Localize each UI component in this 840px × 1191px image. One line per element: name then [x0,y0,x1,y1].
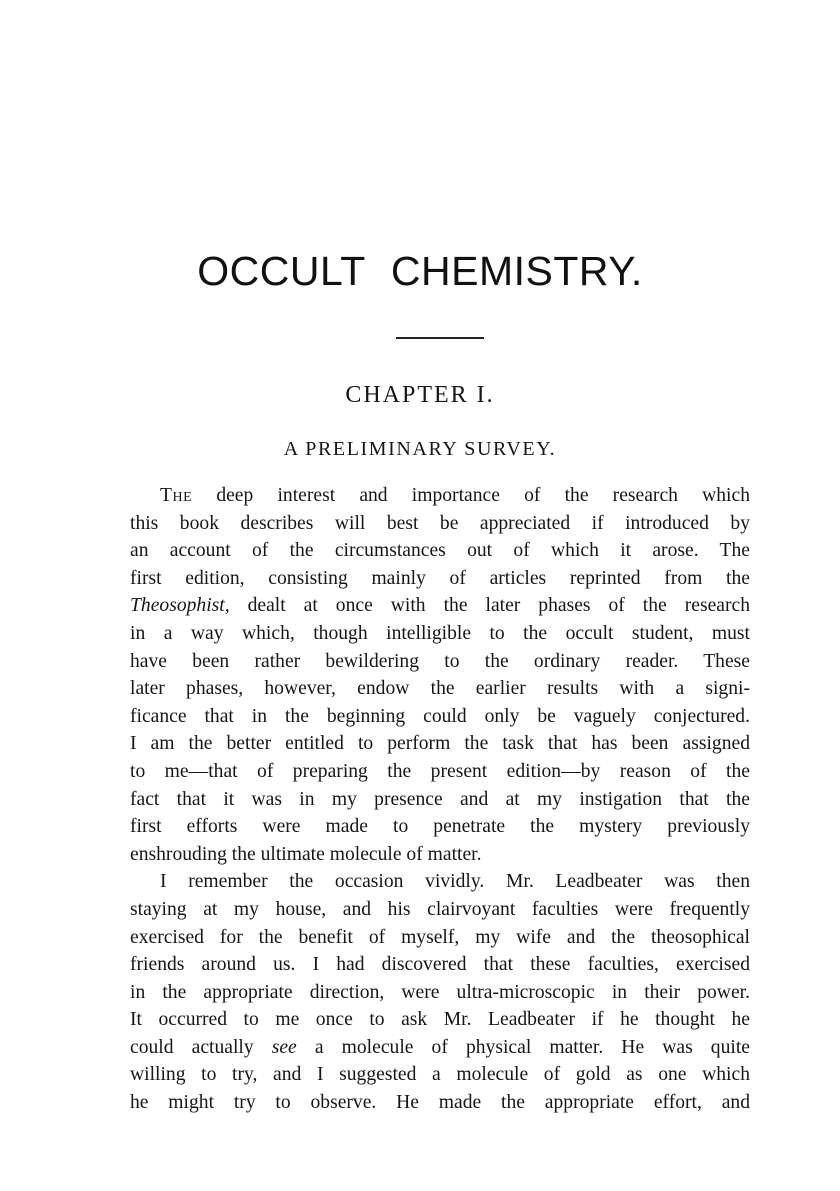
text-line: first efforts were made to penetrate the mystery previously [130,816,750,838]
book-title: OCCULT CHEMISTRY. [197,248,643,294]
text-line: staying at my house, and his clairvoyant faculties were frequently [130,898,750,920]
text-line: willing to try, and I suggested a molecule of gold as one which [130,1064,750,1086]
text-line: I am the better entitled to perform the task that has been assigned [130,733,750,755]
text-line: friends around us. I had discovered that these faculties, exercised [130,954,750,976]
text-line: first edition, consisting mainly of articles reprinted from the [130,567,750,589]
chapter-subtitle: A PRELIMINARY SURVEY. [283,438,557,460]
text-line: in a way which, though intelligible to the occult student, must [130,622,750,644]
text-line: later phases, however, endow the earlier results with a signi- [130,678,750,700]
lead-word: The [160,485,193,506]
text-line: he might try to observe. He made the appropriate effort, and [130,1092,750,1114]
text-span: could actually [130,1036,272,1058]
italic-word: see [271,1036,297,1058]
title-divider [396,337,484,339]
text-span: deep interest and importance of the research which [192,485,750,506]
text-line: to me—that of preparing the present edition—by reason of the [130,760,750,782]
text-line: It occurred to me once to ask Mr. Leadbeater if he thought he [130,1009,750,1031]
text-span: dealt at once with the later phases of the research [229,595,750,617]
text-line [130,482,750,510]
text-line: enshrouding the ultimate molecule of matter. [130,843,482,865]
text-line: have been rather bewildering to the ordinary reader. These [130,650,750,672]
text-line: fact that it was in my presence and at my instigation that the [130,788,750,810]
text-line: this book describes will best be appreciated if introduced by [130,512,750,534]
text-line: exercised for the benefit of myself, my wife and the theosophical [130,926,750,948]
text-line: ficance that in the beginning could only be vaguely conjectured. [130,705,750,727]
text-line: an account of the circumstances out of which it arose. The [130,540,750,562]
text-line: I remember the occasion vividly. Mr. Leadbeater was then [160,871,750,893]
text-line: in the appropriate direction, were ultra-microscopic in their power. [130,981,750,1003]
text-span: a molecule of physical matter. He was quite [296,1036,750,1058]
italic-title: Theosophist, [130,595,230,617]
text-line [130,1034,750,1062]
chapter-heading: CHAPTER I. [345,382,495,408]
text-line [130,592,750,620]
body-text [130,482,750,1117]
